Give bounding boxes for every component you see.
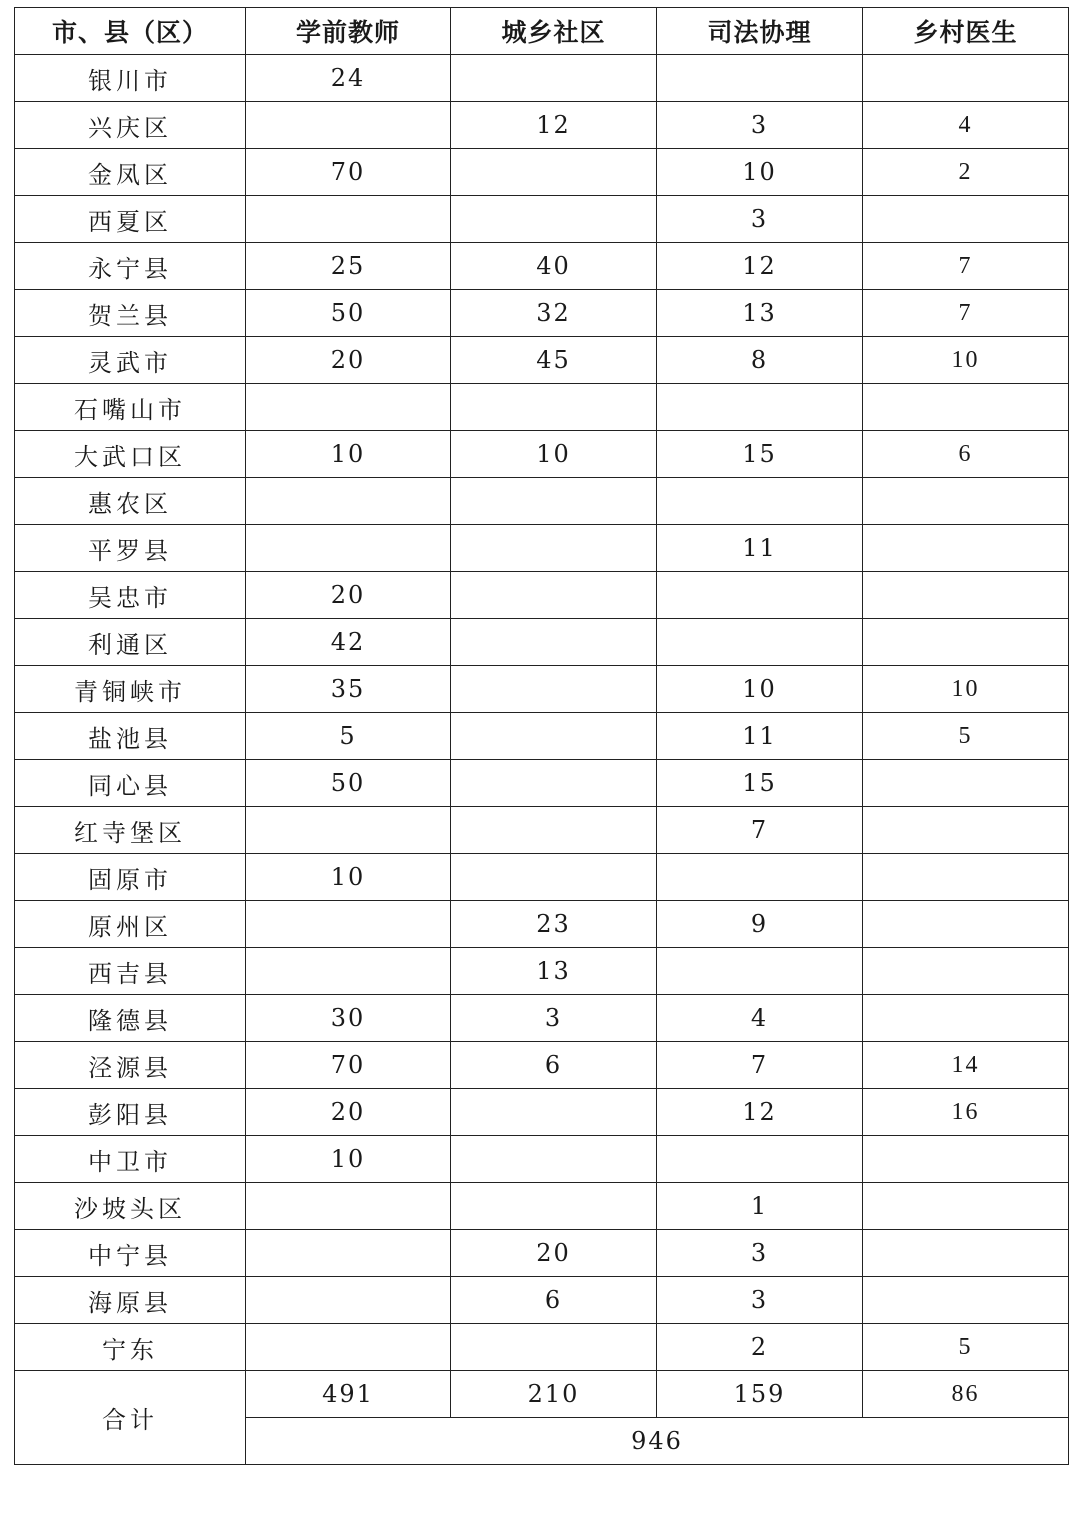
table-row: [15, 1042, 1069, 1089]
cell-village-doctor: 10: [863, 337, 1069, 384]
cell-preschool-teacher: 10: [246, 431, 451, 478]
table-row: [15, 995, 1069, 1042]
total-judicial-assistant: 159: [657, 1371, 863, 1418]
cell-judicial-assistant: [657, 948, 863, 995]
cell-preschool-teacher: 30: [246, 995, 451, 1042]
cell-preschool-teacher: [246, 478, 451, 525]
total-village-doctor: 86: [863, 1371, 1069, 1418]
cell-community: 6: [451, 1277, 657, 1324]
cell-region: 石嘴山市: [15, 384, 246, 431]
table-row: [15, 666, 1069, 713]
total-community: 210: [451, 1371, 657, 1418]
cell-judicial-assistant: 4: [657, 995, 863, 1042]
cell-community: [451, 55, 657, 102]
cell-judicial-assistant: 13: [657, 290, 863, 337]
total-label: 合计: [15, 1371, 246, 1465]
cell-region: 贺兰县: [15, 290, 246, 337]
cell-region: 盐池县: [15, 713, 246, 760]
cell-judicial-assistant: 10: [657, 149, 863, 196]
table-row: [15, 1230, 1069, 1277]
cell-judicial-assistant: 11: [657, 713, 863, 760]
cell-region: 大武口区: [15, 431, 246, 478]
cell-judicial-assistant: 3: [657, 1277, 863, 1324]
cell-judicial-assistant: 12: [657, 243, 863, 290]
total-preschool-teacher: 491: [246, 1371, 451, 1418]
header-region: 市、县（区）: [15, 8, 246, 55]
cell-preschool-teacher: [246, 807, 451, 854]
cell-community: [451, 1183, 657, 1230]
table-row: [15, 760, 1069, 807]
table-row: [15, 149, 1069, 196]
cell-judicial-assistant: 2: [657, 1324, 863, 1371]
cell-region: 海原县: [15, 1277, 246, 1324]
cell-village-doctor: [863, 807, 1069, 854]
cell-region: 永宁县: [15, 243, 246, 290]
table-row: [15, 1183, 1069, 1230]
table-row: [15, 1277, 1069, 1324]
cell-preschool-teacher: [246, 1277, 451, 1324]
cell-village-doctor: [863, 1183, 1069, 1230]
cell-community: [451, 854, 657, 901]
cell-preschool-teacher: [246, 196, 451, 243]
cell-community: [451, 1089, 657, 1136]
table-row: [15, 948, 1069, 995]
table-row: [15, 102, 1069, 149]
cell-community: 40: [451, 243, 657, 290]
cell-community: 20: [451, 1230, 657, 1277]
cell-community: 6: [451, 1042, 657, 1089]
cell-village-doctor: [863, 55, 1069, 102]
cell-village-doctor: 14: [863, 1042, 1069, 1089]
header-row: [15, 8, 1069, 55]
cell-village-doctor: [863, 854, 1069, 901]
cell-preschool-teacher: 5: [246, 713, 451, 760]
header-community: 城乡社区: [451, 8, 657, 55]
cell-judicial-assistant: 1: [657, 1183, 863, 1230]
cell-judicial-assistant: [657, 854, 863, 901]
cell-judicial-assistant: [657, 478, 863, 525]
cell-village-doctor: [863, 196, 1069, 243]
table-row: [15, 290, 1069, 337]
cell-village-doctor: 10: [863, 666, 1069, 713]
cell-village-doctor: [863, 572, 1069, 619]
header-village-doctor: 乡村医生: [863, 8, 1069, 55]
cell-community: [451, 1324, 657, 1371]
cell-region: 沙坡头区: [15, 1183, 246, 1230]
cell-village-doctor: [863, 384, 1069, 431]
cell-village-doctor: 5: [863, 1324, 1069, 1371]
cell-judicial-assistant: 12: [657, 1089, 863, 1136]
cell-judicial-assistant: 11: [657, 525, 863, 572]
table-row: [15, 572, 1069, 619]
header-preschool-teacher: 学前教师: [246, 8, 451, 55]
cell-region: 金凤区: [15, 149, 246, 196]
table-row: [15, 854, 1069, 901]
cell-region: 隆德县: [15, 995, 246, 1042]
table-row: [15, 384, 1069, 431]
cell-preschool-teacher: [246, 948, 451, 995]
cell-judicial-assistant: 10: [657, 666, 863, 713]
cell-region: 青铜峡市: [15, 666, 246, 713]
cell-village-doctor: 4: [863, 102, 1069, 149]
table-row: [15, 713, 1069, 760]
cell-village-doctor: 6: [863, 431, 1069, 478]
cell-community: [451, 760, 657, 807]
cell-village-doctor: [863, 1230, 1069, 1277]
cell-region: 惠农区: [15, 478, 246, 525]
table-row: [15, 196, 1069, 243]
cell-preschool-teacher: 70: [246, 1042, 451, 1089]
cell-region: 宁东: [15, 1324, 246, 1371]
cell-community: [451, 478, 657, 525]
cell-village-doctor: [863, 619, 1069, 666]
cell-region: 固原市: [15, 854, 246, 901]
cell-region: 彭阳县: [15, 1089, 246, 1136]
table-row: [15, 525, 1069, 572]
cell-preschool-teacher: 25: [246, 243, 451, 290]
table-row: [15, 55, 1069, 102]
cell-preschool-teacher: [246, 1183, 451, 1230]
header-judicial-assistant: 司法协理: [657, 8, 863, 55]
table-body: [15, 55, 1069, 1371]
table-row: [15, 1136, 1069, 1183]
cell-judicial-assistant: 3: [657, 1230, 863, 1277]
cell-region: 中卫市: [15, 1136, 246, 1183]
table-row: [15, 243, 1069, 290]
cell-region: 红寺堡区: [15, 807, 246, 854]
cell-village-doctor: [863, 995, 1069, 1042]
cell-preschool-teacher: 10: [246, 1136, 451, 1183]
cell-region: 西夏区: [15, 196, 246, 243]
cell-preschool-teacher: [246, 525, 451, 572]
cell-village-doctor: [863, 478, 1069, 525]
total-row: [15, 1371, 1069, 1418]
cell-village-doctor: [863, 525, 1069, 572]
cell-village-doctor: 5: [863, 713, 1069, 760]
cell-preschool-teacher: [246, 1324, 451, 1371]
cell-community: [451, 196, 657, 243]
cell-region: 利通区: [15, 619, 246, 666]
cell-judicial-assistant: 7: [657, 1042, 863, 1089]
cell-village-doctor: [863, 948, 1069, 995]
cell-community: [451, 619, 657, 666]
table-row: [15, 1089, 1069, 1136]
cell-judicial-assistant: 8: [657, 337, 863, 384]
cell-region: 中宁县: [15, 1230, 246, 1277]
cell-region: 泾源县: [15, 1042, 246, 1089]
table-row: [15, 901, 1069, 948]
cell-community: 10: [451, 431, 657, 478]
cell-community: 45: [451, 337, 657, 384]
table-row: [15, 478, 1069, 525]
cell-region: 兴庆区: [15, 102, 246, 149]
cell-preschool-teacher: 20: [246, 337, 451, 384]
cell-judicial-assistant: [657, 572, 863, 619]
cell-village-doctor: 7: [863, 243, 1069, 290]
cell-judicial-assistant: 15: [657, 760, 863, 807]
cell-region: 原州区: [15, 901, 246, 948]
table-row: [15, 1324, 1069, 1371]
cell-preschool-teacher: 35: [246, 666, 451, 713]
cell-preschool-teacher: 10: [246, 854, 451, 901]
cell-region: 同心县: [15, 760, 246, 807]
grand-total: 946: [246, 1418, 1069, 1465]
cell-preschool-teacher: 50: [246, 760, 451, 807]
cell-region: 银川市: [15, 55, 246, 102]
table-row: [15, 431, 1069, 478]
cell-community: [451, 149, 657, 196]
table-row: [15, 337, 1069, 384]
cell-village-doctor: [863, 1136, 1069, 1183]
cell-preschool-teacher: 42: [246, 619, 451, 666]
cell-community: [451, 807, 657, 854]
cell-preschool-teacher: [246, 901, 451, 948]
cell-preschool-teacher: 70: [246, 149, 451, 196]
cell-region: 吴忠市: [15, 572, 246, 619]
cell-region: 平罗县: [15, 525, 246, 572]
cell-judicial-assistant: [657, 384, 863, 431]
cell-judicial-assistant: 3: [657, 102, 863, 149]
cell-village-doctor: 2: [863, 149, 1069, 196]
cell-preschool-teacher: [246, 1230, 451, 1277]
cell-judicial-assistant: [657, 55, 863, 102]
cell-community: [451, 572, 657, 619]
cell-village-doctor: 16: [863, 1089, 1069, 1136]
cell-community: [451, 384, 657, 431]
cell-community: 23: [451, 901, 657, 948]
cell-village-doctor: [863, 760, 1069, 807]
cell-judicial-assistant: 15: [657, 431, 863, 478]
cell-judicial-assistant: 9: [657, 901, 863, 948]
cell-preschool-teacher: 50: [246, 290, 451, 337]
cell-preschool-teacher: 24: [246, 55, 451, 102]
cell-region: 西吉县: [15, 948, 246, 995]
cell-community: 12: [451, 102, 657, 149]
cell-judicial-assistant: [657, 1136, 863, 1183]
cell-community: [451, 713, 657, 760]
table-row: [15, 619, 1069, 666]
cell-community: [451, 1136, 657, 1183]
cell-judicial-assistant: 7: [657, 807, 863, 854]
cell-community: 3: [451, 995, 657, 1042]
table-row: [15, 807, 1069, 854]
cell-community: [451, 525, 657, 572]
cell-preschool-teacher: 20: [246, 1089, 451, 1136]
cell-judicial-assistant: [657, 619, 863, 666]
quota-table: [14, 7, 1069, 1465]
cell-village-doctor: 7: [863, 290, 1069, 337]
cell-community: 32: [451, 290, 657, 337]
cell-preschool-teacher: [246, 384, 451, 431]
cell-community: 13: [451, 948, 657, 995]
cell-community: [451, 666, 657, 713]
cell-preschool-teacher: [246, 102, 451, 149]
cell-region: 灵武市: [15, 337, 246, 384]
cell-village-doctor: [863, 901, 1069, 948]
cell-preschool-teacher: 20: [246, 572, 451, 619]
cell-village-doctor: [863, 1277, 1069, 1324]
cell-judicial-assistant: 3: [657, 196, 863, 243]
